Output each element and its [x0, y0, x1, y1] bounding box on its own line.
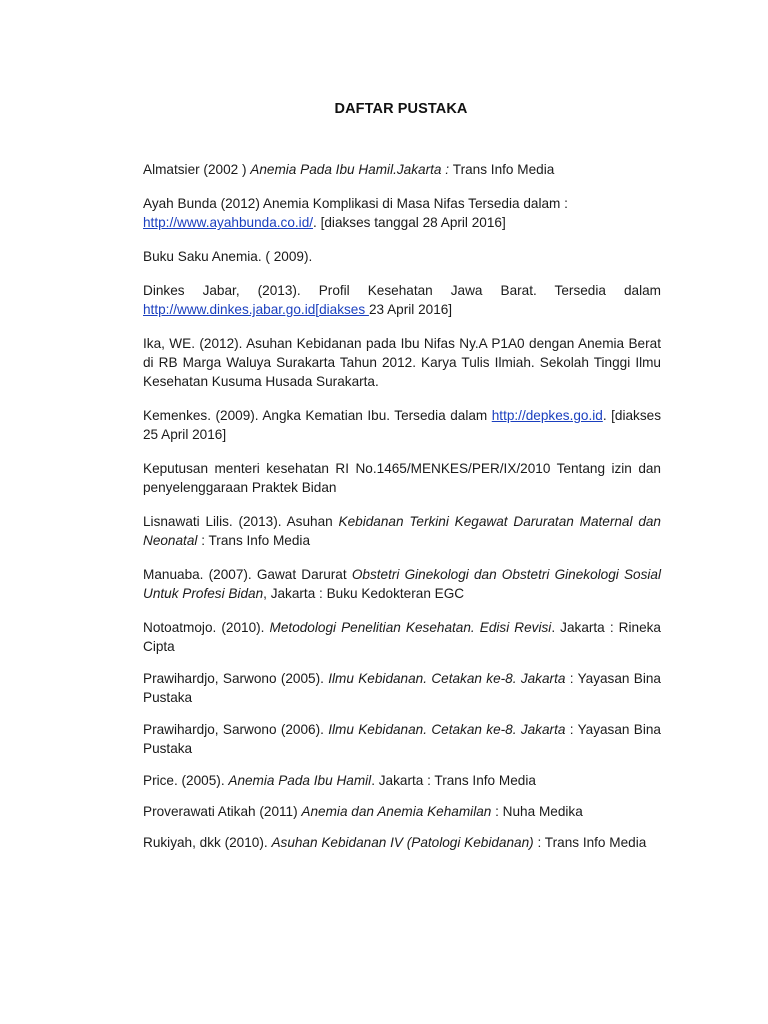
reference-item-manuaba: [143, 565, 661, 603]
reference-text: Kemenkes. (2009). Angka Kematian Ibu. Tersedia dalam: [143, 408, 492, 423]
page-title: DAFTAR PUSTAKA: [334, 101, 468, 117]
reference-text: Notoatmojo. (2010).: [143, 620, 270, 635]
reference-text: : Yayasan Bina Pustaka: [143, 671, 661, 705]
reference-item-dinkes: [143, 281, 661, 319]
reference-text: Price. (2005).: [143, 773, 229, 788]
reference-text: . Jakarta : Rineka Cipta: [143, 620, 661, 654]
reference-text: . Jakarta : Trans Info Media: [371, 773, 536, 788]
reference-item-lisnawati: [143, 512, 661, 550]
reference-item-keputusan: [143, 459, 661, 497]
reference-item-proverawati: [143, 802, 661, 821]
reference-link-suffix[interactable]: [diakses: [315, 302, 369, 317]
reference-text: Ika, WE. (2012). Asuhan Kebidanan pada Ibu Nifas Ny.A P1A0 dengan Anemia Berat di RB Marga Waluya Surakarta Tahun 2012. Karya Tulis Ilmiah. Sekolah Tinggi Ilmu Kesehatan Kusuma Husada Surakarta.: [143, 336, 661, 389]
reference-text: Keputusan menteri kesehatan RI No.1465/MENKES/PER/IX/2010 Tentang izin dan penyelenggaraan Praktek Bidan: [143, 461, 661, 495]
reference-item-kemenkes: [143, 406, 661, 444]
reference-item-ika: [143, 334, 661, 391]
reference-text: Prawihardjo, Sarwono (2005).: [143, 671, 329, 686]
reference-item-prawihardjo-2006: [143, 720, 661, 758]
reference-title: Ilmu Kebidanan. Cetakan ke-8. Jakarta: [328, 671, 566, 686]
reference-title: Asuhan Kebidanan IV (Patologi Kebidanan): [271, 835, 534, 850]
reference-text: Proverawati Atikah (2011): [143, 804, 302, 819]
reference-title: Anemia dan Anemia Kehamilan: [301, 804, 492, 819]
reference-item-ayah-bunda: [143, 194, 661, 232]
reference-text: Prawihardjo, Sarwono (2006).: [143, 722, 329, 737]
reference-title: Kebidanan Terkini Kegawat Daruratan Maternal dan Neonatal: [143, 514, 661, 548]
reference-title: Anemia Pada Ibu Hamil.Jakarta :: [250, 162, 453, 177]
reference-text: , Jakarta : Buku Kedokteran EGC: [263, 586, 465, 601]
reference-text: : Trans Info Media: [533, 835, 647, 850]
reference-link[interactable]: http://www.ayahbunda.co.id/: [143, 215, 314, 230]
reference-text: Buku Saku Anemia. ( 2009).: [143, 249, 313, 264]
reference-text: 23 April 2016]: [368, 302, 453, 317]
reference-text: Ayah Bunda (2012) Anemia Komplikasi di Masa Nifas Tersedia dalam :: [143, 196, 568, 211]
reference-text: Manuaba. (2007). Gawat Darurat: [143, 567, 352, 582]
reference-text: Trans Info Media: [452, 162, 555, 177]
reference-link[interactable]: http://www.dinkes.jabar.go.id: [143, 302, 316, 317]
reference-text: Rukiyah, dkk (2010).: [143, 835, 272, 850]
reference-title: Ilmu Kebidanan. Cetakan ke-8. Jakarta: [328, 722, 566, 737]
reference-text: Lisnawati Lilis. (2013). Asuhan: [143, 514, 339, 529]
reference-item-rukiyah: [143, 833, 661, 852]
reference-text: . [diakses 25 April 2016]: [143, 408, 661, 442]
reference-item-prawihardjo-2005: [143, 669, 661, 707]
reference-text: Dinkes Jabar, (2013). Profil Kesehatan Jawa Barat. Tersedia dalam: [143, 283, 661, 298]
reference-title: Metodologi Penelitian Kesehatan. Edisi Revisi: [269, 620, 552, 635]
reference-text: : Nuha Medika: [491, 804, 583, 819]
reference-text: . [diakses tanggal 28 April 2016]: [313, 215, 506, 230]
reference-link[interactable]: http://depkes.go.id: [491, 408, 603, 423]
reference-item-notoatmojo: [143, 618, 661, 656]
reference-item-price: [143, 771, 661, 790]
reference-text: : Trans Info Media: [197, 533, 311, 548]
reference-item-buku-saku: [143, 247, 661, 266]
reference-title: Obstetri Ginekologi dan Obstetri Ginekologi Sosial Untuk Profesi Bidan: [143, 567, 661, 601]
reference-item-almatsier: [143, 160, 661, 179]
reference-list: [143, 160, 661, 852]
reference-text: : Yayasan Bina Pustaka: [143, 722, 661, 756]
reference-title: Anemia Pada Ibu Hamil: [228, 773, 372, 788]
reference-text: Almatsier (2002 ): [143, 162, 251, 177]
